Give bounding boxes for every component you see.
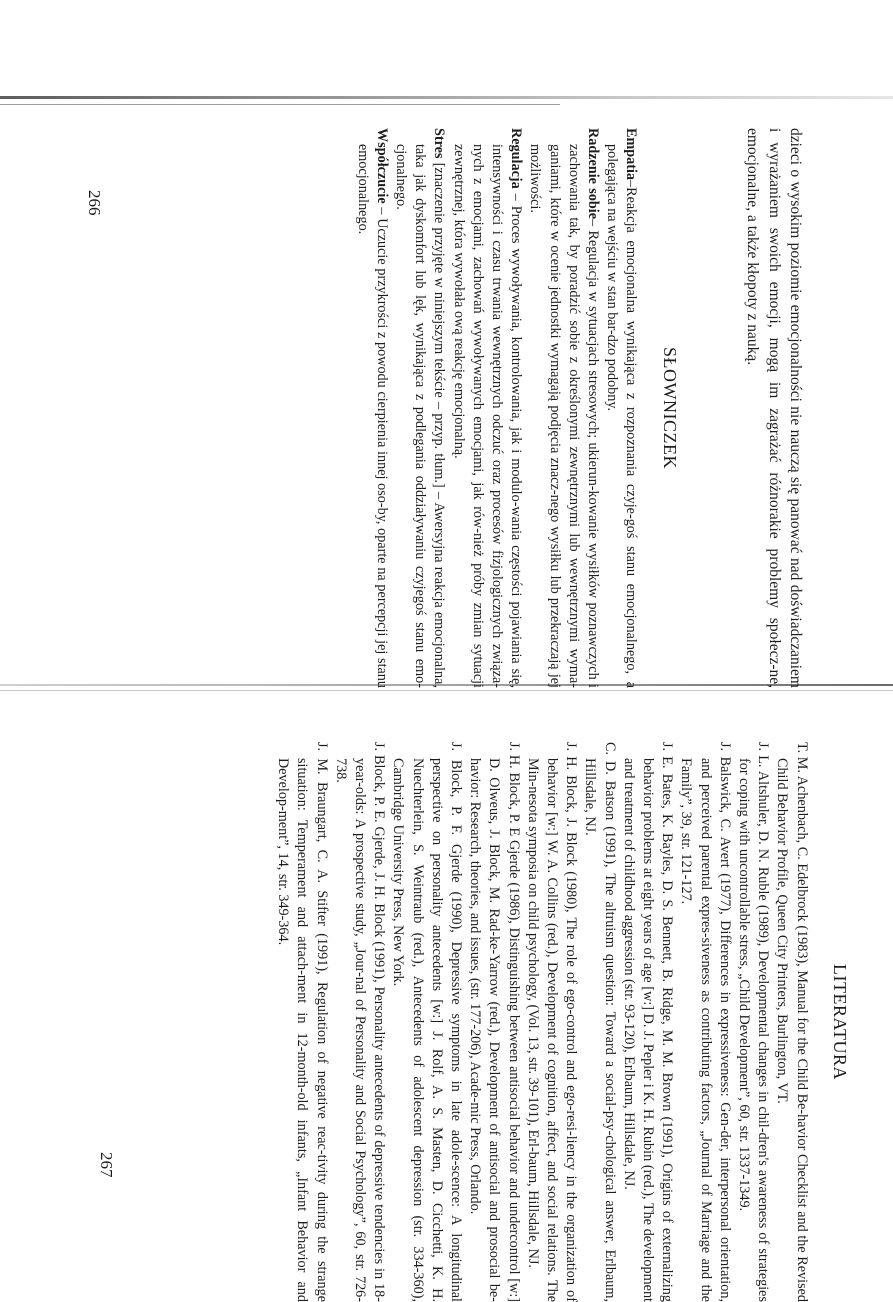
reference-entry: J. E. Bates, K. Bayles, D. S. Bennett, B. Ridge, M. M. Brown (1991), Origins of externalizing behavior problems at eight years of age [w:] D. J. Pepler i K. H. Rubin (red.), The development and treatment of childhood aggression (str. 93-120), Erlbaum, Hillsdale, NJ.	[620, 742, 676, 1302]
reference-entry: J. M. Braungart, C. A. Stifter (1991), Regulation of negative reac-tivity during the strange situation: Temperament and attach-ment in 12-month-old infants, „Infant Behavior and Develop-ment”, 14, str. 349-364.	[275, 742, 330, 1302]
intro-paragraph: dzieci o wysokim poziomie emocjonalności nie nauczą się panować nad doświadczaniem i wyrażaniem swoich emocji, mogą im zagrażać różnorakie problemy społecz-ne, emocjonalne, a także kłopoty z nauką.	[744, 128, 804, 688]
reference-entry: J. H. Block, J. Block (1980), The role of ego-control and ego-resi-liency in the organization of behavior [w:] W. A. Collins (red.), Development of cognition, affect, and social relations. The Min-nesota symposia on child psychology, (Vol. 13, str. 39-101), Erl-baum, Hillsdale, NJ.	[524, 742, 580, 1302]
scan-artifact-middle-thin	[0, 690, 893, 691]
page-266	[66, 128, 806, 688]
scan-artifact-top-thin	[0, 104, 560, 105]
glossary-definition: – Regulacja w sytuacjach stresowych; ukierun-kowanie wysiłków poznawczych i zachowania tak, by poradzić sobie z określonymi zewnętrznymi lub wewnętrznymi wyma-ganiami, które w ocenie jednostki wymagają podjęcia znacz-nego wysiłku lub przekraczają jej możliwości.	[527, 144, 601, 688]
page-267	[60, 742, 850, 1302]
references-list	[273, 742, 811, 1302]
glossary-term: Radzenie sobie	[584, 128, 601, 220]
reference-entry: J. Block, P. E. Gjerde, J. H. Block (1991), Personality antecedents of depressive tendencies in 18-year-olds: A prospective study, „Jour-nal of Personality and Social Psychology”, 60, str. 726-738.	[332, 742, 388, 1302]
glossary-entry	[391, 128, 449, 688]
glossary-term: Stres	[431, 128, 448, 159]
glossary-heading: SŁOWNICZEK	[659, 347, 680, 469]
glossary-term: Empatia	[623, 128, 640, 181]
scan-artifact-top	[0, 96, 893, 99]
reference-entry: J. Balswick, C. Avert (1977), Differences in expressiveness: Gen-der, interpersonal orientation, and perceived parental expres-siveness as contributing factors, „Journal of Marriage and the Family”, 39, str. 121-127.	[678, 742, 733, 1302]
glossary-definition: – Proces wywoływania, kontrolowania, jak i modulo-wania częstości pojawiania się, intensywności i czasu trwania wewnętrznych odczuć oraz procesów fizjologicznych związa-nych z emocjami, zachowań wywoływanych emocjami, jak rów-nież próby zmian sytuacji zewnętrznej, która wywołała ową reakcję emocjonalną.	[450, 144, 525, 688]
page-number-266: 266	[85, 190, 104, 216]
glossary-list	[352, 128, 640, 688]
reference-entry: J. H. Block, P. E Gjerde (1986), Distinguishing between antisocial behavior and undercontrol [w:] D. Olweus, J. Block, M. Rad-ke-Yarrow (red.), Development of antisocial and prosocial be-havior: Research, theories, and issues, (str. 177-206), Acade-mic Press, Orlando.	[467, 742, 522, 1302]
glossary-entry	[448, 128, 525, 688]
reference-entry: J. L. Altshuler, D. N. Ruble (1989), Developmental changes in chil-dren's awareness of strategies for coping with uncontrollable stress, „Child Development”, 60, str. 1337-1349.	[735, 742, 772, 1302]
glossary-entry	[602, 128, 640, 688]
reference-entry: J. Block, P. F. Gjerde (1990), Depressive symptoms in late adole-scence: A longitudinal perspective on personality antecedents [w:] J. Rolf, A. S. Masten, D. Cicchetti, K. H. Nuechterlein, S. Weintraub (red.), Antecedents of adolescent depression (str. 334-360), Cambridge University Press, New York.	[390, 742, 464, 1302]
glossary-term: Współczucie	[373, 128, 390, 204]
glossary-entry	[352, 128, 390, 688]
glossary-definition: –Reakcja emocjonalna wynikająca z rozpoznania czyje-goś stanu emocjonalnego, a polegająca na wejściu w stan bar-dzo podobny.	[604, 144, 640, 688]
glossary-entry	[525, 128, 602, 688]
reference-entry: C. D. Batson (1991), The altruism question: Toward a social-psy-chological answer, Erlbaum, Hillsdale, NJ.	[582, 742, 618, 1302]
glossary-definition: [znaczenie przyjęte w niniejszym tekście – przyp. tłum.] – Awersyjna reakcja emocjonalna, taka jak dyskomfort lub lęk, wynikająca z podlegania oddziaływaniu czyjegoś stanu emo-cjonalnego.	[392, 144, 448, 688]
page-number-267: 267	[97, 1152, 116, 1178]
references-heading: LITERATURA	[830, 964, 850, 1080]
reference-entry: T. M. Achenbach, C. Edelbrock (1983), Manual for the Child Be-havior Checklist and the Revised Child Behavior Profile, Queen City Printers, Burlington, VT.	[774, 742, 810, 1302]
glossary-definition: – Uczucie przykrości z powodu cierpienia innej oso-by, oparte na percepcji jej stanu emocjonalnego.	[354, 144, 390, 688]
glossary-term: Regulacja	[508, 128, 525, 189]
